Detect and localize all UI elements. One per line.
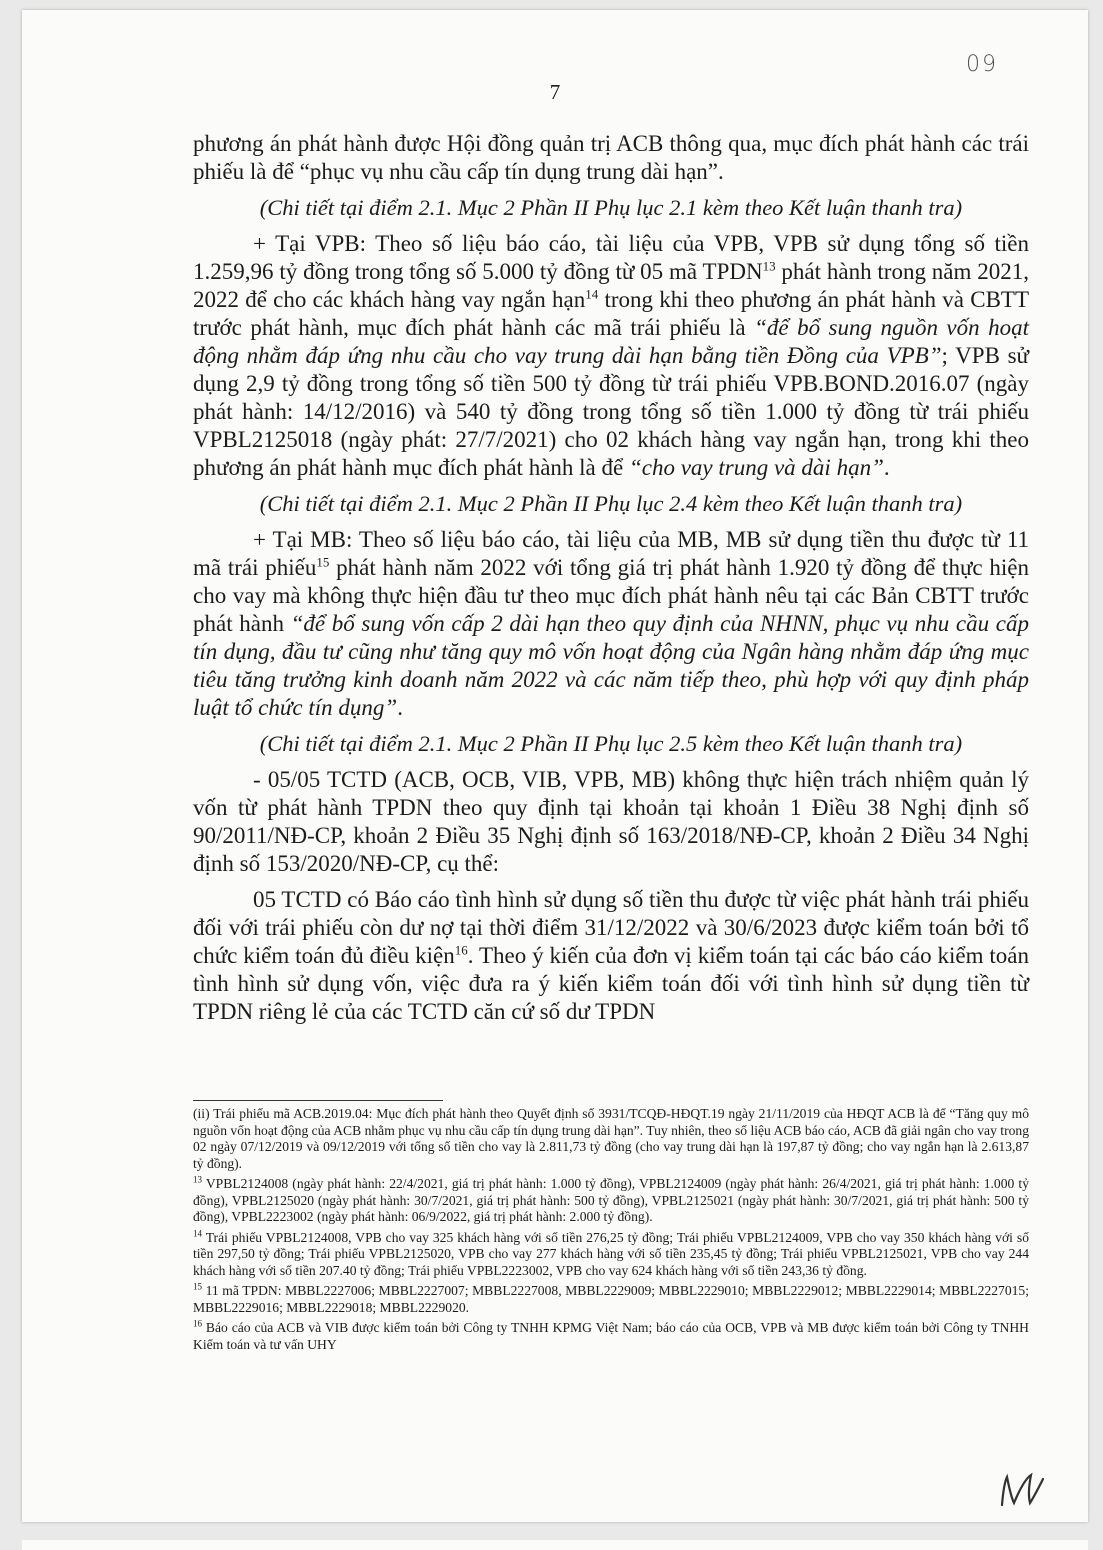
footnote-13-number: 13 <box>193 1174 202 1185</box>
footnote-16 <box>193 1320 1029 1353</box>
paragraph-vpb <box>193 230 1029 482</box>
signature-initial <box>997 1465 1047 1510</box>
footnote-15-number: 15 <box>193 1281 202 1292</box>
footnote-14 <box>193 1227 1029 1280</box>
footnote-ref-14: 14 <box>585 286 599 302</box>
footnote-14-number: 14 <box>193 1227 202 1238</box>
footnote-16-number: 16 <box>193 1318 202 1329</box>
footnote-ref-16: 16 <box>454 942 468 958</box>
next-page-edge <box>22 1540 1088 1550</box>
mb-text-c: . <box>397 695 403 720</box>
reference-note-2-5: (Chi tiết tại điểm 2.1. Mục 2 Phần II Phụ lục 2.5 kèm theo Kết luận thanh tra) <box>259 731 963 756</box>
mb-text-a: + Tại MB: Theo số liệu báo cáo, tài liệu của MB, MB sử dụng tiền thu được từ 11 mã trái phiếu <box>193 527 1029 580</box>
vpb-text-d: ; VPB sử dụng 2,9 tỷ đồng trong tổng số tiền 500 tỷ đồng từ trái phiếu VPB.BOND.2016.07 (ngày phát hành: 14/12/2016) và 540 tỷ đồng trong tổng số tiền 1.000 tỷ đồng từ trái phiếu VPBL2125018 (ngày phát: 27/7/2021) cho 02 khách hàng vay ngắn hạn, trong khi theo phương án phát hành mục đích phát hành là để <box>193 343 1030 480</box>
footnote-continued: (ii) Trái phiếu mã ACB.2019.04: Mục đích phát hành theo Quyết định số 3931/TCQĐ-HĐQT.19 ngày 21/11/2019 của HĐQT ACB là để “Tăng quy mô nguồn vốn hoạt động của ACB nhằm phục vụ nhu cầu cấp tín dụng trung dài hạn”. Tuy nhiên, theo số liệu ACB báo cáo, ACB đã giải ngân cho vay trong 02 ngày 07/12/2019 và 09/12/2019 với tổng số tiền cho vay là 2.811,73 tỷ đồng (cho vay trung dài hạn là 197,87 tỷ đồng; cho vay ngắn hạn là 2.613,87 tỷ đồng). <box>193 1106 1029 1171</box>
vpb-text-e: . <box>883 455 890 480</box>
vpb-text-c: trong khi theo phương án phát hành và CBTT trước phát hành, mục đích phát hành các mã trái phiếu là <box>193 287 1030 340</box>
footnote-15-text: 11 mã TPDN: MBBL2227006; MBBL2227007; MBBL2227008, MBBL2229009; MBBL2229010; MBBL2229012; MBBL2229014; MBBL2227015; MBBL2229016; MBBL2229018; MBBL2229020. <box>193 1283 1029 1315</box>
footnotes <box>193 1106 1029 1357</box>
mb-text-b: phát hành năm 2022 với tổng giá trị phát hành 1.920 tỷ đồng để thực hiện cho vay mà không thực hiện đầu tư theo mục đích phát hành nêu tại các Bản CBTT trước phát hành <box>193 555 1029 636</box>
vpb-quote-2: “cho vay trung và dài hạn” <box>628 455 884 480</box>
audit-text-b: . Theo ý kiến của đơn vị kiểm toán tại các báo cáo kiểm toán tình hình sử dụng vốn, việc đưa ra ý kiến kiểm toán đối với tình hình sử dụng tiền từ TPDN riêng lẻ của các TCTD căn cứ số dư TPDN <box>193 943 1030 1024</box>
footnote-ref-15: 15 <box>316 554 330 570</box>
vpb-text-a: + Tại VPB: Theo số liệu báo cáo, tài liệu của VPB, VPB sử dụng tổng số tiền 1.259,96 tỷ đồng trong tổng số 5.000 tỷ đồng từ 05 mã TPDN <box>193 231 1029 284</box>
corner-mark: 09 <box>966 52 998 77</box>
footnote-13-text: VPBL2124008 (ngày phát hành: 22/4/2021, giá trị phát hành: 1.000 tỷ đồng), VPBL2124009 (ngày phát hành: 26/4/2021, giá trị phát hành: 1.000 tỷ đồng), VPBL2125020 (ngày phát hành: 30/7/2021, giá trị phát hành: 500 tỷ đồng), VPBL2125021 (ngày phát hành: 30/7/2021, giá trị phát hành: 500 tỷ đồng), VPBL2223002 (ngày phát hành: 06/9/2022, giá trị phát hành: 2.000 tỷ đồng). <box>193 1176 1029 1224</box>
audit-text-a: 05 TCTD có Báo cáo tình hình sử dụng số tiền thu được từ việc phát hành trái phiếu đối với trái phiếu còn dư nợ tại thời điểm 31/12/2022 và 30/6/2023 được kiểm toán bởi tổ chức kiểm toán đủ điều kiện <box>193 887 1029 968</box>
paragraph-acb-purpose: phương án phát hành được Hội đồng quản trị ACB thông qua, mục đích phát hành các trái phiếu là để “phục vụ nhu cầu cấp tín dụng trung dài hạn”. <box>193 131 1029 184</box>
footnote-13 <box>193 1176 1029 1226</box>
mb-quote: “để bổ sung vốn cấp 2 dài hạn theo quy định của NHNN, phục vụ nhu cầu cấp tín dụng, đầu tư cũng như tăng quy mô vốn hoạt động của Ngân hàng nhằm đáp ứng mục tiêu tăng trưởng kinh doanh năm 2022 và các năm tiếp theo, phù hợp với quy định pháp luật tổ chức tín dụng” <box>193 611 1029 720</box>
reference-note-2-4: (Chi tiết tại điểm 2.1. Mục 2 Phần II Phụ lục 2.4 kèm theo Kết luận thanh tra) <box>259 491 963 516</box>
document-page <box>22 10 1088 1522</box>
footnote-15 <box>193 1283 1029 1316</box>
body-text <box>193 130 1029 1026</box>
page-number: 7 <box>549 80 561 104</box>
footnote-separator <box>193 1100 443 1101</box>
vpb-text-b: phát hành trong năm 2021, 2022 để cho các khách hàng vay ngắn hạn <box>193 259 1029 312</box>
reference-note-2-1: (Chi tiết tại điểm 2.1. Mục 2 Phần II Phụ lục 2.1 kèm theo Kết luận thanh tra) <box>259 195 963 220</box>
footnote-14-text: Trái phiếu VPBL2124008, VPB cho vay 325 khách hàng với số tiền 276,25 tỷ đồng; Trái phiếu VPBL2124009, VPB cho vay 350 khách hàng với số tiền 297,50 tỷ đồng; Trái phiếu VPBL2125020, VPB cho vay 277 khách hàng với số tiền 235,45 tỷ đồng; Trái phiếu VPBL2125021, VPB cho vay 244 khách hàng với số tiền 207.40 tỷ đồng; Trái phiếu VPBL2223002, VPB cho vay 624 khách hàng với số tiền 243,36 tỷ đồng. <box>193 1229 1029 1278</box>
footnote-ref-13: 13 <box>762 258 776 274</box>
vpb-quote-1: “để bổ sung nguồn vốn hoạt động nhằm đáp ứng nhu cầu cho vay trung dài hạn bằng tiền Đồng của VPB” <box>193 315 1029 368</box>
paragraph-mb <box>193 526 1029 722</box>
paragraph-tctd-responsibility: - 05/05 TCTD (ACB, OCB, VIB, VPB, MB) không thực hiện trách nhiệm quản lý vốn từ phát hành TPDN theo quy định tại khoản tại khoản 1 Điều 38 Nghị định số 90/2011/NĐ-CP, khoản 2 Điều 35 Nghị định số 163/2018/NĐ-CP, khoản 2 Điều 34 Nghị định số 153/2020/NĐ-CP, cụ thể: <box>193 767 1029 876</box>
paragraph-audit <box>193 886 1029 1026</box>
footnote-16-text: Báo cáo của ACB và VIB được kiểm toán bởi Công ty TNHH KPMG Việt Nam; báo cáo của OCB, VPB và MB được kiểm toán bởi Công ty TNHH Kiểm toán và tư vấn UHY <box>193 1320 1029 1352</box>
